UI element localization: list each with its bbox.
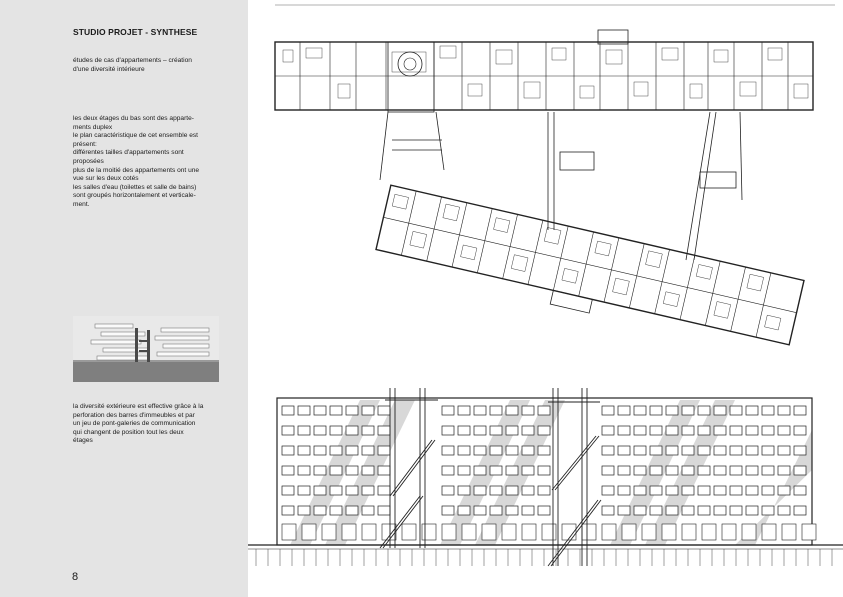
facade-window <box>682 426 694 435</box>
facade-window <box>442 466 454 475</box>
facade-window <box>346 466 358 475</box>
facade-window <box>746 426 758 435</box>
facade-window <box>730 506 742 515</box>
facade-window <box>746 486 758 495</box>
facade-window <box>650 506 662 515</box>
facade-window <box>746 506 758 515</box>
facade-window <box>762 446 774 455</box>
description-line: le plan caractéristique de cet ensemble est <box>73 132 198 140</box>
facade-window <box>538 446 550 455</box>
description-line: ments duplex <box>73 123 113 131</box>
facade-window <box>682 406 694 415</box>
floor-plan <box>275 30 813 358</box>
facade-window <box>666 446 678 455</box>
facade-window <box>346 506 358 515</box>
page-number: 8 <box>72 571 79 583</box>
facade-window <box>490 426 502 435</box>
facade-window <box>778 466 790 475</box>
facade-window <box>314 506 326 515</box>
facade-window <box>442 406 454 415</box>
facade-window <box>538 426 550 435</box>
facade-window <box>714 426 726 435</box>
facade-window <box>746 446 758 455</box>
facade-window <box>618 486 630 495</box>
facade-window <box>474 446 486 455</box>
facade-window <box>730 426 742 435</box>
facade-window <box>794 466 806 475</box>
facade-window <box>442 506 454 515</box>
description-line: ment. <box>73 200 90 208</box>
ground-floor-window <box>442 524 456 540</box>
facade-window <box>762 466 774 475</box>
facade-window <box>490 506 502 515</box>
facade-window <box>698 446 710 455</box>
description-line: proposées <box>73 157 104 165</box>
facade-window <box>378 486 390 495</box>
facade-window <box>522 506 534 515</box>
facade-window <box>538 506 550 515</box>
ground-floor-window <box>582 524 596 540</box>
facade-window <box>282 506 294 515</box>
facade-window <box>506 466 518 475</box>
facade-window <box>282 426 294 435</box>
facade-window <box>602 506 614 515</box>
facade-window <box>522 466 534 475</box>
facade-window <box>698 466 710 475</box>
facade-window <box>634 466 646 475</box>
facade-window <box>330 466 342 475</box>
facade-window <box>458 406 470 415</box>
ground-floor-window <box>522 524 536 540</box>
facade-window <box>650 466 662 475</box>
intro-line: études de cas d'appartements – création <box>73 57 192 64</box>
facade-window <box>778 506 790 515</box>
ground-floor-window <box>342 524 356 540</box>
facade-window <box>282 466 294 475</box>
facade-window <box>714 446 726 455</box>
facade-window <box>682 506 694 515</box>
facade-window <box>474 506 486 515</box>
facade-window <box>346 406 358 415</box>
facade-window <box>762 486 774 495</box>
facade-window <box>730 486 742 495</box>
facade-window <box>778 446 790 455</box>
exterior-line: la diversité extérieure est effective grâce à la <box>73 403 204 410</box>
facade-window <box>330 406 342 415</box>
facade-window <box>298 466 310 475</box>
facade-window <box>794 406 806 415</box>
facade-window <box>778 406 790 415</box>
facade-elevation <box>248 388 843 566</box>
facade-window <box>362 506 374 515</box>
facade-window <box>506 486 518 495</box>
ground-floor-window <box>722 524 736 540</box>
facade-window <box>490 486 502 495</box>
ground-floor-window <box>382 524 396 540</box>
facade-window <box>762 426 774 435</box>
facade-window <box>346 426 358 435</box>
facade-window <box>650 406 662 415</box>
facade-window <box>362 466 374 475</box>
description-line: sont groupés horizontalement et verticale- <box>73 192 196 200</box>
facade-window <box>282 446 294 455</box>
facade-window <box>634 506 646 515</box>
description-line: plus de la moitié des appartements ont une <box>73 166 200 174</box>
description-line: présent: <box>73 140 97 148</box>
facade-window <box>330 426 342 435</box>
facade-window <box>634 406 646 415</box>
facade-window <box>442 426 454 435</box>
description-line: vue sur les deux cotés <box>73 175 139 183</box>
facade-window <box>314 486 326 495</box>
facade-window <box>602 486 614 495</box>
exterior-line: étages <box>73 437 93 445</box>
facade-window <box>602 446 614 455</box>
facade-window <box>634 486 646 495</box>
ground-floor-window <box>682 524 696 540</box>
courtyard <box>388 42 434 112</box>
facade-window <box>442 446 454 455</box>
facade-window <box>794 486 806 495</box>
facade-window <box>698 406 710 415</box>
facade-window <box>538 466 550 475</box>
facade-window <box>490 466 502 475</box>
facade-window <box>682 486 694 495</box>
ground-floor-window <box>322 524 336 540</box>
facade-window <box>602 466 614 475</box>
ground-floor-window <box>302 524 316 540</box>
ground-floor-window <box>642 524 656 540</box>
exterior-line: un jeu de pont-galeries de communication <box>73 420 196 428</box>
facade-window <box>330 446 342 455</box>
facade-window <box>346 486 358 495</box>
ground-floor-window <box>542 524 556 540</box>
facade-window <box>458 506 470 515</box>
exterior-line: perforation des barres d'immeubles et par <box>73 411 195 419</box>
facade-window <box>538 486 550 495</box>
facade-window <box>282 406 294 415</box>
ground-floor-window <box>422 524 436 540</box>
facade-window <box>778 486 790 495</box>
ground-floor-window <box>662 524 676 540</box>
facade-window <box>714 406 726 415</box>
facade-window <box>298 486 310 495</box>
facade-window <box>314 426 326 435</box>
facade-window <box>442 486 454 495</box>
facade-window <box>794 446 806 455</box>
facade-window <box>298 426 310 435</box>
facade-window <box>458 486 470 495</box>
exterior-line: qui changent de position tout les deux <box>73 428 184 436</box>
facade-window <box>618 426 630 435</box>
facade-window <box>330 506 342 515</box>
facade-window <box>282 486 294 495</box>
facade-window <box>666 466 678 475</box>
facade-window <box>378 466 390 475</box>
facade-window <box>762 406 774 415</box>
facade-window <box>730 446 742 455</box>
facade-window <box>666 406 678 415</box>
facade-window <box>378 426 390 435</box>
facade-window <box>522 406 534 415</box>
facade-window <box>730 406 742 415</box>
facade-window <box>730 466 742 475</box>
facade-window <box>506 446 518 455</box>
facade-window <box>778 426 790 435</box>
facade-window <box>458 446 470 455</box>
facade-window <box>698 486 710 495</box>
ground-floor-window <box>502 524 516 540</box>
window-grid <box>282 406 816 540</box>
ground-floor-window <box>702 524 716 540</box>
facade-window <box>490 406 502 415</box>
facade-window <box>378 446 390 455</box>
facade-window <box>666 486 678 495</box>
facade-window <box>362 486 374 495</box>
facade-window <box>378 506 390 515</box>
facade-window <box>794 506 806 515</box>
facade-window <box>650 426 662 435</box>
ground-floor-window <box>362 524 376 540</box>
ground-floor-window <box>802 524 816 540</box>
facade-window <box>490 446 502 455</box>
facade-window <box>298 406 310 415</box>
facade-window <box>330 486 342 495</box>
facade-window <box>714 466 726 475</box>
description-line: les salles d'eau (toilettes et salle de bains) <box>73 183 197 191</box>
ground-floor-window <box>622 524 636 540</box>
ground-floor-window <box>482 524 496 540</box>
facade-window <box>474 426 486 435</box>
facade-window <box>522 426 534 435</box>
facade-window <box>666 506 678 515</box>
facade-window <box>602 426 614 435</box>
facade-window <box>362 446 374 455</box>
facade-window <box>762 506 774 515</box>
facade-window <box>666 426 678 435</box>
facade-window <box>634 426 646 435</box>
lower-building-bar <box>373 185 804 358</box>
facade-window <box>618 446 630 455</box>
facade-window <box>474 406 486 415</box>
facade-window <box>682 446 694 455</box>
facade-window <box>522 486 534 495</box>
ground-floor-window <box>742 524 756 540</box>
upper-bar-rooms <box>283 46 808 98</box>
facade-window <box>506 406 518 415</box>
facade-window <box>458 426 470 435</box>
facade-window <box>714 506 726 515</box>
facade-window <box>314 466 326 475</box>
facade-window <box>650 486 662 495</box>
intro-line: d'une diversité intérieure <box>73 65 145 73</box>
facade-window <box>794 426 806 435</box>
facade-window <box>746 406 758 415</box>
facade-window <box>746 466 758 475</box>
ground-floor-window <box>602 524 616 540</box>
ground-floor-window <box>782 524 796 540</box>
spiral-stair <box>398 52 422 76</box>
ground-floor-window <box>762 524 776 540</box>
ground-posts <box>256 549 832 566</box>
facade-window <box>538 406 550 415</box>
facade-window <box>346 446 358 455</box>
facade-window <box>650 446 662 455</box>
facade-window <box>698 506 710 515</box>
facade-window <box>458 466 470 475</box>
facade-window <box>522 446 534 455</box>
facade-window <box>714 486 726 495</box>
facade-window <box>698 426 710 435</box>
facade-window <box>506 426 518 435</box>
facade-window <box>298 446 310 455</box>
facade-window <box>298 506 310 515</box>
facade-window <box>378 406 390 415</box>
page-title: STUDIO PROJET - SYNTHESE <box>73 27 198 37</box>
description-line: les deux étages du bas sont des apparte- <box>73 115 194 122</box>
facade-window <box>618 406 630 415</box>
facade-window <box>634 446 646 455</box>
facade-window <box>474 486 486 495</box>
ground-floor-window <box>402 524 416 540</box>
gallery-bridges <box>380 112 742 260</box>
facade-window <box>618 466 630 475</box>
ground-floor-window <box>462 524 476 540</box>
facade-window <box>362 426 374 435</box>
facade-window <box>506 506 518 515</box>
facade-window <box>474 466 486 475</box>
facade-window <box>314 406 326 415</box>
ground-floor-window <box>282 524 296 540</box>
facade-window <box>618 506 630 515</box>
facade-window <box>362 406 374 415</box>
facade-window <box>602 406 614 415</box>
facade-window <box>682 466 694 475</box>
description-line: différentes tailles d'appartements sont <box>73 149 184 157</box>
facade-window <box>314 446 326 455</box>
